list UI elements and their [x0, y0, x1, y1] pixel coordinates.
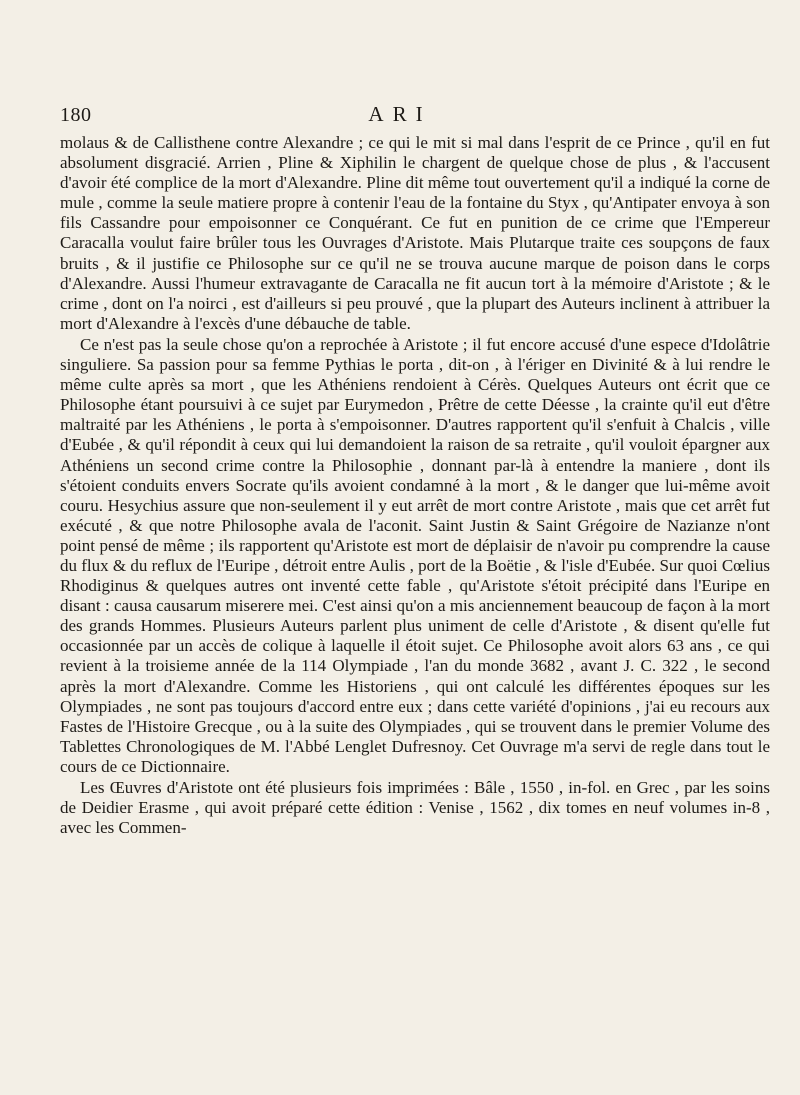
running-head: ARI [368, 102, 432, 126]
paragraph-3: Les Œuvres d'Aristote ont été plusieurs fois imprimées : Bâle , 1550 , in-fol. en Grec , par les soins de Deidier Erasme , qui avoit préparé cette édition : Venise , 1562 , dix tomes en neuf volumes in-8 , avec les Commen- [60, 778, 770, 838]
paragraph-1: molaus & de Callisthene contre Alexandre ; ce qui le mit si mal dans l'esprit de ce Prince , qu'il en fut absolument disgracié. Arrien , Pline & Xiphilin le chargent de quelque chose de plus , & l'accusent d'avoir été complice de la mort d'Alexandre. Pline dit même tout ouvertement qu'il a indiqué la corne de mule , comme la seule matiere propre à contenir l'eau de la fontaine du Styx , qu'Antipater envoya à son fils Cassandre pour empoisonner ce Conquérant. Ce fut en punition de ce crime que l'Empereur Caracalla voulut faire brûler tous les Ouvrages d'Aristote. Mais Plutarque traite ces soupçons de faux bruits , & il justifie ce Philosophe sur ce qu'il ne se trouva aucune marque de poison dans le corps d'Alexandre. Aussi l'humeur extravagante de Caracalla ne fit aucun tort à la mémoire d'Aristote ; & le crime , dont on l'a noirci , est d'ailleurs si peu prouvé , que la plupart des Auteurs inclinent à attribuer la mort d'Alexandre à l'excès d'une débauche de table. [60, 133, 770, 333]
body-text [60, 133, 770, 838]
page-number: 180 [60, 104, 92, 126]
paragraph-2: Ce n'est pas la seule chose qu'on a reprochée à Aristote ; il fut encore accusé d'une espece d'Idolâtrie singuliere. Sa passion pour sa femme Pythias le porta , dit-on , à l'ériger en Divinité & à lui rendre le même culte après sa mort , que les Athéniens rendoient à Cérès. Quelques Auteurs ont écrit que ce Philosophe étant poursuivi à ce sujet par Eurymedon , Prêtre de cette Déesse , la crainte qu'il eut d'être maltraité par les Athéniens , le porta à s'empoisonner. D'autres rapportent qu'il s'enfuit à Chalcis , ville d'Eubée , & qu'il répondit à ceux qui lui demandoient la raison de sa retraite , qu'il vouloit épargner aux Athéniens un second crime contre la Philosophie , donnant par-là à entendre la maniere , dont ils s'étoient conduits envers Socrate qu'ils avoient condamné à la mort , & le danger que lui-même avoit couru. Hesychius assure que non-seulement il y eut arrêt de mort contre Aristote , mais que cet arrêt fut exécuté , & que notre Philosophe avala de l'aconit. Saint Justin & Saint Grégoire de Nazianze n'ont point pensé de même ; ils rapportent qu'Aristote est mort de déplaisir de n'avoir pu comprendre la cause du flux & du reflux de l'Euripe , détroit entre Aulis , port de la Boëtie , & l'isle d'Eubée. Sur quoi Cœlius Rhodiginus & quelques autres ont inventé cette fable , qu'Aristote s'étoit précipité dans l'Euripe en disant : causa causarum miserere mei. C'est ainsi qu'on a mis anciennement beaucoup de façon à la mort des grands Hommes. Plusieurs Auteurs parlent plus uniment de celle d'Aristote , & disent qu'elle fut occasionnée par un accès de colique à laquelle il étoit sujet. Ce Philosophe avoit alors 63 ans , ce qui revient à la troisieme année de la 114 Olympiade , l'an du monde 3682 , avant J. C. 322 , le second après la mort d'Alexandre. Comme les Historiens , qui ont calculé les différentes époques sur les Olympiades , ne sont pas toujours d'accord entre eux ; dans cette variété d'opinions , j'ai eu recours aux Fastes de l'Histoire Grecque , ou à la suite des Olympiades , qui se trouvent dans le premier Volume des Tablettes Chronologiques de M. l'Abbé Lenglet Dufresnoy. Cet Ouvrage m'a servi de regle dans tout le cours de ce Dictionnaire. [60, 334, 770, 776]
